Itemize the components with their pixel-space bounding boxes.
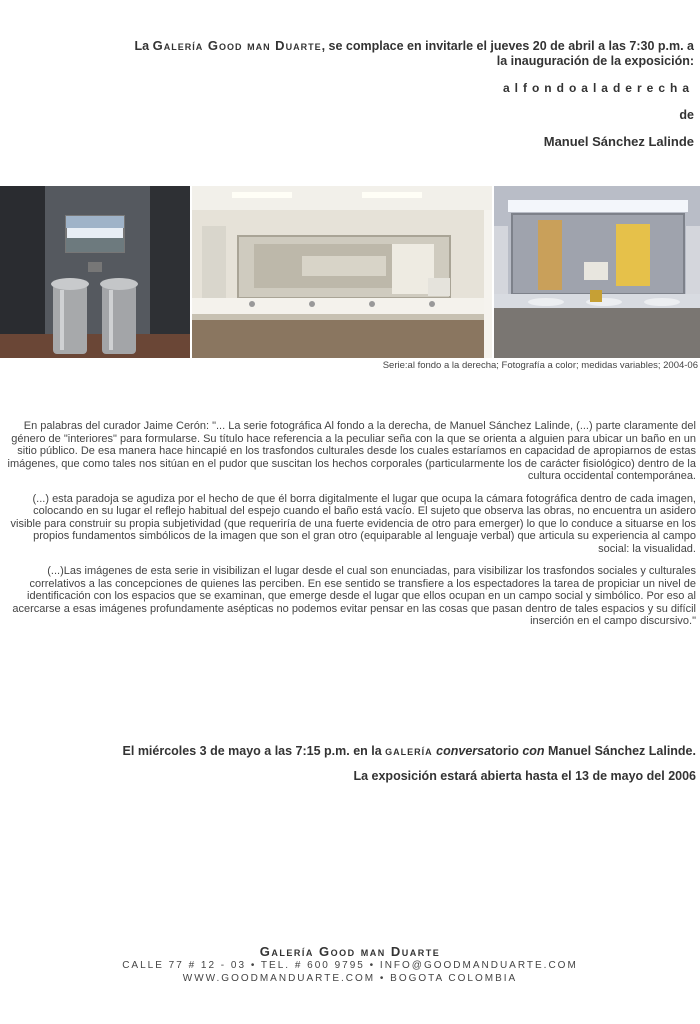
photo-steel-basins bbox=[0, 186, 190, 358]
closing-date: La exposición estará abierta hasta el 13 de mayo del 2006 bbox=[353, 769, 696, 783]
invitation-line-1 bbox=[4, 38, 694, 54]
invitation-lead: La bbox=[134, 39, 150, 53]
footer-address: CALLE 77 # 12 - 03 • TEL. # 600 9795 • INFO@GOODMANDUARTE.COM bbox=[122, 960, 578, 971]
talk-announcement bbox=[2, 744, 696, 758]
paragraph: (...) esta paradoja se agudiza por el hecho de que él borra digitalmente el lugar que ocupa la cámara fotográfica dentro de cada imagen, colocando en su lugar el reflejo habitual del espejo cuando el baño está vacío. El sujeto que observa las obras, no encuentra un asidero visible para construir su propia subjetividad (que requeriría de una fuerte evidencia de otro para emerger) lo que lo conduce a situarse en los propios fundamentos simbólicos de la imagen que son el gran otro (equiparable al lenguaje verbal) que articula su experiencia al campo social: la visualidad. bbox=[10, 492, 696, 555]
connector-de: de bbox=[679, 108, 694, 122]
talk-artist: Manuel Sánchez Lalinde. bbox=[544, 744, 696, 758]
talk-torio: torio bbox=[491, 744, 519, 758]
footer-website: WWW.GOODMANDUARTE.COM • BOGOTA COLOMBIA bbox=[182, 973, 518, 984]
invitation-line-1-rest: , se complace en invitarle el jueves 20 de abril a las 7:30 p.m. a bbox=[321, 39, 694, 53]
artist-name: Manuel Sánchez Lalinde bbox=[543, 134, 694, 149]
curator-text bbox=[4, 420, 696, 638]
talk-prefix: El miércoles 3 de mayo a las 7:15 p.m. en la bbox=[122, 744, 386, 758]
talk-con: con bbox=[522, 744, 545, 758]
footer-gallery-name: Galería Good man Duarte bbox=[259, 944, 441, 959]
gallery-footer bbox=[0, 944, 700, 985]
paragraph: (...)Las imágenes de esta serie in visibilizan el lugar desde el cual son enunciadas, para visibilizar los trasfondos sociales y culturales correlativos a las concepciones de quienes las perciben. En ese sentido se transfiere a los espectadores la tarea de propiciar un nivel de identificación con los espacios que se examinan, que emerge desde el lugar que ellos ocupan en un campo social y simbólico. Por eso al acercarse a esas imágenes profundamente asépticas no podemos evitar pensar en las cosas que pasan dentro de tales espacios y su difícil inserción en el campo discursivo." bbox=[12, 565, 696, 627]
invitation-line-2: la inauguración de la exposición: bbox=[496, 54, 694, 68]
photo-mirror-sinks bbox=[192, 186, 492, 358]
photo-yellow-door bbox=[494, 186, 700, 358]
photo-caption: Serie:al fondo a la derecha; Fotografía a color; medidas variables; 2004-06 bbox=[382, 360, 698, 371]
exhibition-title: alfondoaladerecha bbox=[502, 81, 694, 95]
gallery-name: Galería Good man Duarte bbox=[152, 38, 322, 53]
invitation-header bbox=[4, 38, 694, 149]
talk-conversa: conversa bbox=[436, 744, 492, 758]
paragraph: En palabras del curador Jaime Cerón: "... La serie fotográfica Al fondo a la derecha, de Manuel Sánchez Lalinde, (...) parte claramente del género de "interiores" para formularse. Su título hace referencia a la peculiar seña con la que se orienta a alguien para ubicar un baño en un sitio público. De esa manera hace hincapié en los trasfondos culturales desde los cuales estaríamos en capacidad de apropiarnos de estas imágenes, que como tales nos sitúan en el pudor que suscitan los hechos corporales (particularmente los de carácter fisiológico) dentro de la cultura occidental contemporánea. bbox=[7, 420, 696, 482]
events-block bbox=[2, 744, 696, 783]
talk-gallery: galería bbox=[385, 744, 433, 758]
photo-strip bbox=[0, 186, 700, 358]
